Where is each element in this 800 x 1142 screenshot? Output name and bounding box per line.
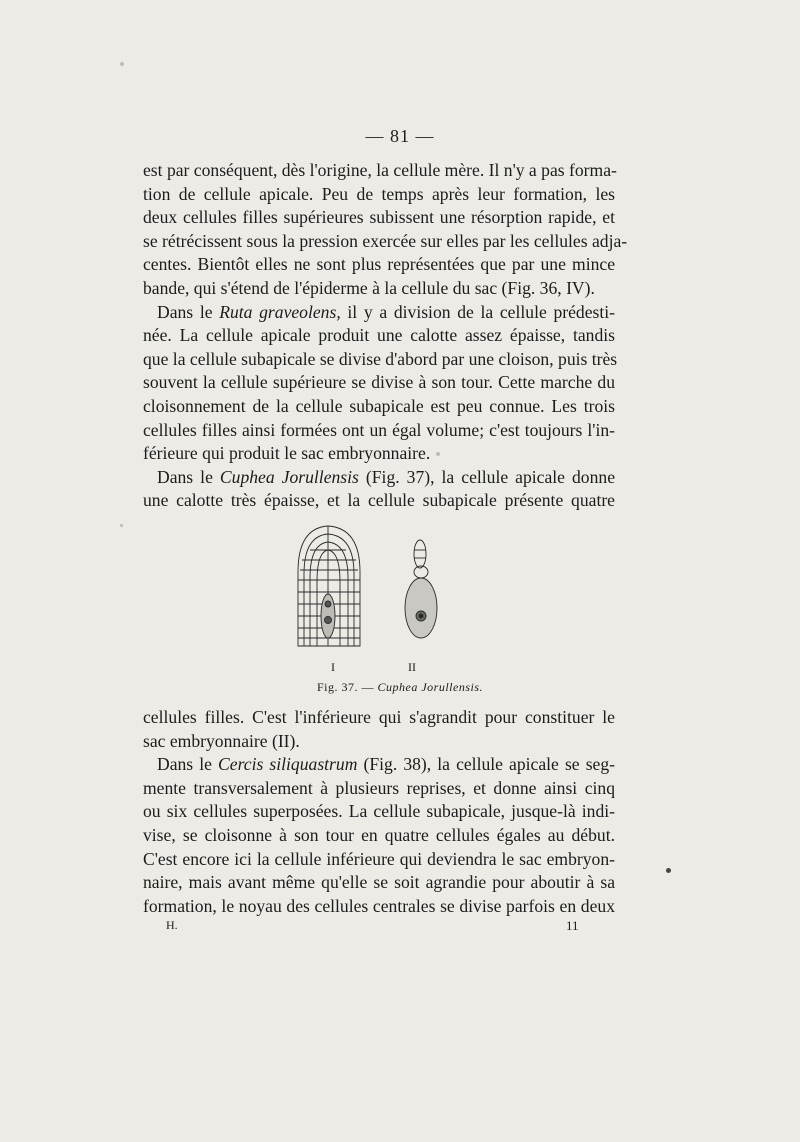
species-name: Cercis siliquastrum <box>218 754 358 775</box>
text-line <box>143 466 615 490</box>
text-line: sac embryonnaire (II). <box>143 730 300 751</box>
text-line: cellules filles ainsi formées ont un égal volume; c'est toujours l'in- <box>143 419 615 440</box>
text-run: (Fig. 37), la cellule apicale donne <box>358 466 616 487</box>
signature-mark-right: 11 <box>566 918 579 933</box>
text-line: se rétrécissent sous la pression exercée sur elles par les cellules adja- <box>143 230 628 251</box>
text-run: Dans le <box>157 301 220 322</box>
caption-prefix: Fig. 37. — <box>316 680 378 694</box>
text-line: mente transversalement à plusieurs reprises, et donne ainsi cinq <box>143 777 615 798</box>
text-line: bande, qui s'étend de l'épiderme à la cellule du sac (Fig. 36, IV). <box>143 277 595 298</box>
paper-speck <box>120 62 124 66</box>
text-block-upper <box>143 159 628 513</box>
text-run: il y a division de la cellule prédesti- <box>340 301 615 322</box>
text-line: que la cellule subapicale se divise d'abord par une cloison, puis très <box>143 348 618 369</box>
text-line: férieure qui produit le sac embryonnaire. <box>143 443 431 464</box>
species-name: Cuphea Jorullensis <box>219 466 359 487</box>
text-line <box>143 753 615 777</box>
text-line: centes. Bientôt elles ne sont plus représentées que par une mince <box>143 254 615 275</box>
text-run: Dans le <box>157 466 220 487</box>
figure-label-i: I <box>331 660 335 674</box>
text-line: tion de cellule apicale. Peu de temps après leur formation, les <box>143 183 615 204</box>
figure-part-ii <box>405 540 437 638</box>
text-line: C'est encore ici la cellule inférieure qui deviendra le sac embryon- <box>143 848 615 869</box>
text-line: vise, se cloisonne à son tour en quatre cellules égales au début. <box>143 824 615 845</box>
caption-species: Cuphea Jorullensis. <box>377 680 483 694</box>
signature-mark-left: H. <box>166 918 178 932</box>
figure-part-i <box>298 526 360 646</box>
text-run: (Fig. 38), la cellule apicale se seg- <box>357 754 616 775</box>
species-name: Ruta graveolens, <box>219 301 341 322</box>
text-line: formation, le noyau des cellules centrales se divise parfois en deux <box>143 895 615 916</box>
paper-speck <box>666 868 671 873</box>
text-line: une calotte très épaisse, et la cellule subapicale présente quatre <box>143 490 615 511</box>
paper-speck <box>120 524 123 527</box>
page-number: — 81 — <box>365 126 435 146</box>
text-line <box>143 301 615 325</box>
text-line: cloisonnement de la cellule subapicale est peu connue. Les trois <box>143 395 615 416</box>
text-line: cellules filles. C'est l'inférieure qui s'agrandit pour constituer le <box>143 707 615 727</box>
text-line: est par conséquent, dès l'origine, la cellule mère. Il n'y a pas forma- <box>143 160 617 180</box>
text-line: ou six cellules superposées. La cellule subapicale, jusque-là indi- <box>143 801 615 822</box>
text-run: Dans le <box>157 754 219 775</box>
figure-label-ii: II <box>408 660 416 674</box>
figure-caption <box>0 680 800 695</box>
text-block-lower <box>143 706 615 918</box>
text-line: née. La cellule apicale produit une calotte assez épaisse, tandis <box>143 325 615 346</box>
figure-37-illustration <box>280 520 480 700</box>
text-line: souvent la cellule supérieure se divise à son tour. Cette marche du <box>143 372 615 393</box>
text-line: deux cellules filles supérieures subissent une résorption rapide, et <box>143 207 615 228</box>
text-line: naire, mais avant même qu'elle se soit agrandie pour aboutir à sa <box>143 872 615 893</box>
